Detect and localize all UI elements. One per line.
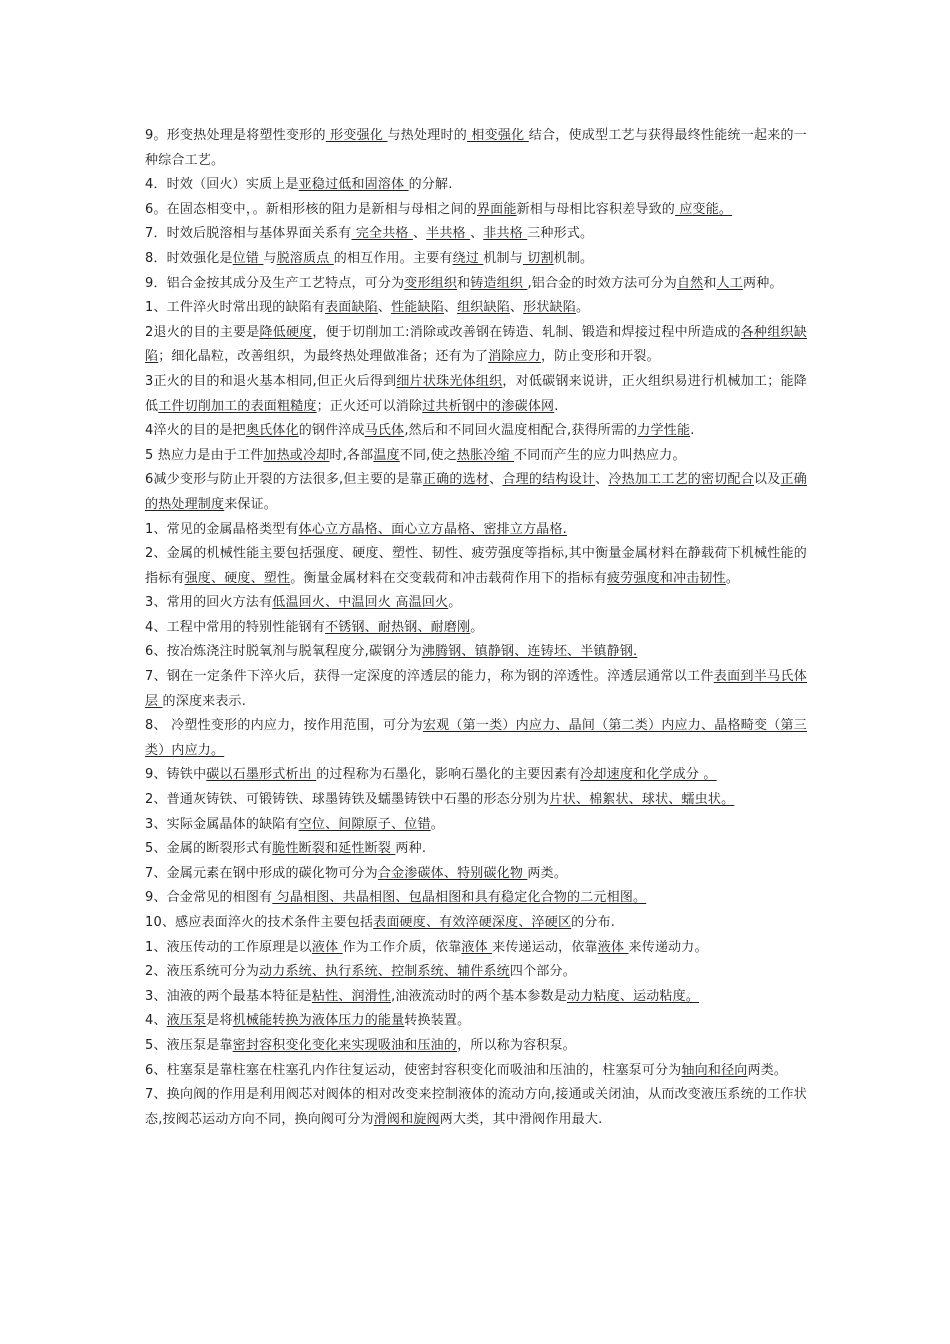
paragraph <box>145 591 807 616</box>
text-run: ,铝合金的时效方法可分为 <box>527 275 677 291</box>
text-run: 7、换向阀的作用是利用阀芯对阀体的相对改变来控制液体的流动方向,接通或关闭油，从而改变液压系统的工作状态,按阀芯运动方向不同，换向阀可分为 <box>145 1087 807 1127</box>
text-run: 6。在固态相变中，。新相形核的阻力是新相与母相之间的 <box>145 201 477 217</box>
answer-blank: 温度 <box>373 447 400 463</box>
text-run: ；细化晶粒，改善组织，为最终热处理做准备；还有为了 <box>158 349 489 365</box>
text-run: 7、钢在一定条件下淬火后，获得一定深度的淬透层的能力，称为钢的淬透性。淬透层通常以工件 <box>145 669 714 685</box>
answer-blank: 合金渗碳体、特别碳化物 <box>377 865 528 881</box>
text-run: 不同,使之 <box>399 447 457 463</box>
answer-blank: 半共格 <box>426 226 471 242</box>
paragraph <box>145 837 807 862</box>
answer-blank: 疲劳强度和冲击韧性 <box>607 570 726 586</box>
answer-blank: 脱溶质点 <box>276 250 334 266</box>
text-run: 5、金属的断裂形式有 <box>145 841 273 857</box>
paragraph <box>145 198 807 223</box>
text-run: 结合，使成型工艺与获得最终性能统一起来的一种综合工艺。 <box>145 128 807 168</box>
text-run: 3、常用的回火方法有 <box>145 595 273 611</box>
text-run: 机制。 <box>553 250 594 266</box>
text-run: 两类。 <box>527 865 568 881</box>
text-run: 的分布. <box>571 915 616 930</box>
document-body <box>145 124 807 1132</box>
text-run: 机制与 <box>483 250 523 266</box>
text-run: 、 <box>470 226 484 242</box>
text-run: 。 <box>430 816 444 832</box>
text-run: 、 <box>489 472 503 488</box>
text-run: 、 <box>443 300 458 316</box>
text-run: 5、液压泵是靠 <box>145 1037 233 1053</box>
text-run: 4淬火的目的是把 <box>145 423 246 439</box>
paragraph <box>145 124 807 173</box>
text-run: 不同而产生的应力叫热应力。 <box>514 447 686 463</box>
paragraph <box>145 468 807 517</box>
text-run: 4．时效（回火）实质上是 <box>145 177 299 193</box>
text-run: 和 <box>457 275 471 291</box>
answer-blank: 形状缺陷 <box>523 300 576 316</box>
text-run: 、 <box>509 300 524 316</box>
answer-blank: 界面能 <box>476 201 517 217</box>
answer-blank: 匀晶相图、共晶相图、包晶相图和具有稳定化合物的二元相图。 <box>272 890 647 906</box>
answer-blank: 亚稳过低和固溶体 <box>298 177 409 193</box>
answer-blank: 空位、间隙原子、位错 <box>298 816 431 832</box>
text-run: ，所以称为容积泵。 <box>457 1037 576 1053</box>
answer-blank: 动力粘度、运动粘度。 <box>567 988 700 1004</box>
text-run: ；正火还可以消除 <box>316 398 423 414</box>
text-run: 的分解. <box>408 177 453 193</box>
text-run: 。 <box>448 595 462 611</box>
answer-blank: 相变强化 <box>467 128 529 143</box>
text-run: 9。形变热处理是将塑性变形的 <box>145 128 326 143</box>
text-run: 新相与母相比容积差导致的 <box>516 201 675 217</box>
answer-blank: 碳以石墨形式析出 <box>206 767 317 783</box>
answer-blank: 宏观（第一类）内应力、晶间（第二类）内应力、晶格畸变（第三类）内应力。 <box>145 718 807 758</box>
answer-blank: 液压泵 <box>166 1013 207 1029</box>
answer-blank: 液体 <box>597 939 629 955</box>
paragraph <box>145 1083 807 1132</box>
text-run: ,油液流动时的两个基本参数是 <box>391 988 568 1004</box>
text-run: 2、液压系统可分为 <box>145 964 260 980</box>
text-run: 来传递运动，依靠 <box>492 939 598 955</box>
answer-blank: 正确的选材 <box>422 472 490 488</box>
answer-blank: 低温回火、中温回火 高温回火 <box>272 595 449 611</box>
text-run: 两种。 <box>743 275 783 291</box>
text-run: 的过程称为石墨化，影响石墨化的主要因素有 <box>316 767 581 783</box>
text-run: 3、油液的两个最基本特征是 <box>145 988 312 1004</box>
text-run: 6减少变形与防止开裂的方法很多,但主要的是靠 <box>145 472 423 488</box>
answer-blank: 性能缺陷 <box>391 300 444 316</box>
text-run: 3、实际金属晶体的缺陷有 <box>145 816 299 832</box>
text-run: 。衡量金属材料在交变载荷和冲击载荷作用下的指标有 <box>290 570 608 586</box>
text-run: 4、 <box>145 1013 167 1029</box>
text-run: 8．时效强化是 <box>145 250 233 266</box>
paragraph <box>145 985 807 1010</box>
text-run: 。 <box>725 570 740 586</box>
text-run: 6、按冶炼浇注时脱氧剂与脱氧程度分,碳钢分为 <box>145 644 422 660</box>
text-run: 10、感应表面淬火的技术条件主要包括 <box>145 915 374 930</box>
paragraph <box>145 444 807 469</box>
text-run: 9、合金常见的相图有 <box>145 890 273 906</box>
paragraph <box>145 788 807 813</box>
answer-blank: 滑阀和旋阀 <box>373 1111 440 1127</box>
text-run: 两大类，其中滑阀作用最大. <box>439 1111 603 1127</box>
text-run: 的相互作用。主要有 <box>333 250 453 266</box>
text-run: 两种. <box>395 841 427 857</box>
text-run: 9、铸铁中 <box>145 767 207 783</box>
answer-blank: 机械能转换为液体压力的能量 <box>232 1013 405 1029</box>
text-run: 、 <box>595 472 609 488</box>
answer-blank: 人工 <box>716 275 743 291</box>
paragraph <box>145 813 807 838</box>
answer-blank: 表面到半马氏体层 <box>145 669 808 709</box>
text-run: 来传递动力。 <box>628 939 708 955</box>
answer-blank: 冷热加工工艺的密切配合 <box>608 472 755 488</box>
text-run: 9．铝合金按其成分及生产工艺特点，可分为 <box>145 275 405 291</box>
answer-blank: 合理的结构设计 <box>502 472 596 488</box>
text-run: 三种形式。 <box>527 226 594 242</box>
paragraph <box>145 911 807 936</box>
text-run: 。 <box>575 300 590 316</box>
paragraph <box>145 272 807 297</box>
text-run: 。 <box>470 619 484 635</box>
text-run: ，防止变形和开裂。 <box>541 349 660 365</box>
answer-blank: 冷却速度和化学成分 。 <box>580 767 717 783</box>
answer-blank: 片状、棉絮状、球状、蠕虫状。 <box>549 792 735 808</box>
text-run: 1、常见的金属晶格类型有 <box>145 521 299 537</box>
answer-blank: 组织缺陷 <box>457 300 510 316</box>
answer-blank: 位错 <box>232 250 264 266</box>
answer-blank: 切割 <box>522 250 554 266</box>
paragraph <box>145 714 807 763</box>
answer-blank: 动力系统、执行系统、控制系统、辅件系统 <box>259 964 510 980</box>
answer-blank: 细片状珠光体组织 <box>396 373 503 389</box>
answer-blank: 降低硬度 <box>259 324 313 340</box>
text-run: 3正火的目的和退火基本相同,但正火后得到 <box>145 373 397 389</box>
paragraph <box>145 419 807 444</box>
text-run: 、 <box>412 226 427 242</box>
answer-blank: 粘性、润滑性 <box>311 988 392 1004</box>
text-run: 的深度来表示. <box>162 693 247 709</box>
paragraph <box>145 862 807 887</box>
text-run: 来保证。 <box>224 496 278 512</box>
paragraph <box>145 1009 807 1034</box>
text-run: 1、液压传动的工作原理是以 <box>145 939 312 955</box>
answer-blank: 自然 <box>676 275 704 291</box>
answer-blank: 完全共格 <box>351 226 413 242</box>
paragraph <box>145 1034 807 1059</box>
text-run: 时,各部 <box>329 447 374 463</box>
answer-blank: 正确的热处理制度 <box>145 472 807 512</box>
paragraph <box>145 616 807 641</box>
text-run: 转换装置。 <box>404 1013 471 1029</box>
paragraph <box>145 222 807 247</box>
answer-blank: 马氏体 <box>364 423 405 439</box>
text-run: ,然后和不同回火温度相配合,获得所需的 <box>404 423 638 439</box>
text-run: 1、工件淬火时常出现的缺陷有 <box>145 300 326 316</box>
text-run: 2、普通灰铸铁、可锻铸铁、球墨铸铁及蠕墨铸铁中石墨的形态分别为 <box>145 792 550 808</box>
paragraph <box>145 640 807 665</box>
text-run: 与 <box>263 250 277 266</box>
text-run: . <box>554 398 559 414</box>
paragraph <box>145 763 807 788</box>
text-run: 5 热应力是由于工件 <box>145 447 264 463</box>
answer-blank: 脆性断裂和延性断裂 <box>272 841 396 857</box>
answer-blank: 沸腾钢、镇静钢、连铸坯、半镇静钢. <box>421 644 638 660</box>
answer-blank: 表面缺陷 <box>325 300 378 316</box>
text-run: 以及 <box>754 472 781 488</box>
answer-blank: 加热或冷却 <box>263 447 330 463</box>
answer-blank: 奥氏体化 <box>245 423 299 439</box>
text-run: . <box>690 423 695 439</box>
answer-blank: 体心立方晶格、面心立方晶格、密排立方晶格. <box>298 521 568 537</box>
text-run: 与热处理时的 <box>387 128 468 143</box>
answer-blank: 各种组织缺陷 <box>145 324 807 365</box>
answer-blank: 密封容积变化变化来实现吸油和压油的 <box>232 1037 458 1053</box>
paragraph <box>145 665 807 714</box>
answer-blank: 非共格 <box>483 226 528 242</box>
paragraph <box>145 370 807 419</box>
text-run: 四个部分。 <box>509 964 576 980</box>
paragraph <box>145 936 807 961</box>
paragraph <box>145 321 807 370</box>
text-run: 作为工作介质，依靠 <box>342 939 462 955</box>
text-run: 7、金属元素在钢中形成的碳化物可分为 <box>145 865 378 881</box>
answer-blank: 应变能。 <box>675 201 733 217</box>
text-run: 是将 <box>206 1013 233 1029</box>
answer-blank: 力学性能 <box>637 423 691 439</box>
answer-blank: 液体 <box>461 939 493 955</box>
answer-blank: 绕过 <box>452 250 484 266</box>
paragraph <box>145 247 807 272</box>
text-run: ，对低碳钢来说讲，正火组织易进行机械加工；能降低 <box>145 373 807 414</box>
paragraph <box>145 886 807 911</box>
answer-blank: 过共析钢中的渗碳体网 <box>422 398 555 414</box>
answer-blank: 工件切削加工的表面粗糙度 <box>158 398 317 414</box>
paragraph <box>145 173 807 198</box>
paragraph <box>145 1059 807 1084</box>
answer-blank: 铸造组织 <box>470 275 528 291</box>
answer-blank: 轴向和径向 <box>681 1062 748 1078</box>
text-run: 8、 冷塑性变形的内应力，按作用范围，可分为 <box>145 718 423 734</box>
answer-blank: 形变强化 <box>325 128 388 143</box>
text-run: 两类。 <box>747 1062 788 1078</box>
paragraph <box>145 296 807 321</box>
answer-blank: 表面硬度、有效淬硬深度、淬硬区 <box>373 915 572 930</box>
text-run: 和 <box>703 275 717 291</box>
answer-blank: 不锈钢、耐热钢、耐磨刚 <box>325 619 471 635</box>
text-run: 、 <box>377 300 392 316</box>
text-run: 2、金属的机械性能主要包括强度、硬度、塑性、韧性、疲劳强度等指标,其中衡量金属材料在静载荷下机械性能的指标有 <box>145 546 807 586</box>
paragraph <box>145 518 807 543</box>
text-run: 6、柱塞泵是靠柱塞在柱塞孔内作往复运动，使密封容积变化而吸油和压油的，柱塞泵可分为 <box>145 1062 682 1078</box>
answer-blank: 消除应力 <box>488 349 542 365</box>
text-run: 4、工程中常用的特别性能钢有 <box>145 619 326 635</box>
paragraph <box>145 542 807 591</box>
paragraph <box>145 960 807 985</box>
text-run: 2退火的目的主要是 <box>145 324 260 340</box>
text-run: 7．时效后脱溶相与基体界面关系有 <box>145 226 352 242</box>
answer-blank: 变形组织 <box>404 275 458 291</box>
answer-blank: 液体 <box>311 939 343 955</box>
text-run: 的钢件淬成 <box>298 423 365 439</box>
answer-blank: 强度、硬度、塑性 <box>184 570 291 586</box>
answer-blank: 热胀冷缩 <box>456 447 515 463</box>
text-run: ，便于切削加工:消除或改善钢在铸造、轧制、锻造和焊接过程中所造成的 <box>312 324 741 340</box>
